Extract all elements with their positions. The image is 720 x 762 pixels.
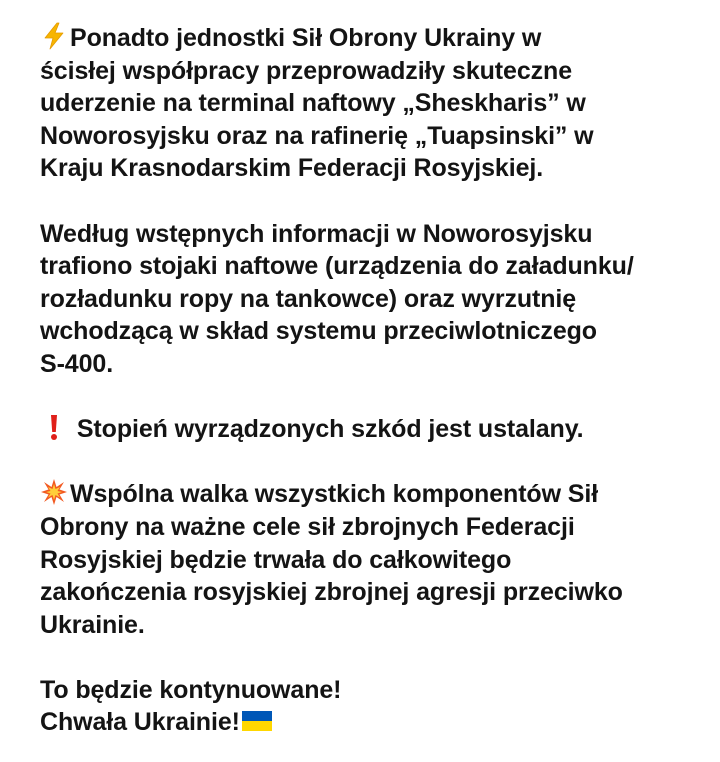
text-line: trafiono stojaki naftowe (urządzenia do załadunku/	[40, 252, 634, 281]
text-line: Ponadto jednostki Sił Obrony Ukrainy w	[40, 22, 700, 55]
paragraph-statement	[40, 478, 700, 641]
text-line: uderzenie na terminal naftowy „Sheskharis” w	[40, 89, 586, 118]
high-voltage-icon	[40, 22, 68, 50]
text-line: Obrony na ważne cele sił zbrojnych Federacji	[40, 512, 575, 541]
text-line: Chwała Ukrainie!	[40, 706, 700, 739]
collision-icon	[40, 478, 68, 506]
text-line: ścisłej współpracy przeprowadziły skuteczne	[40, 56, 573, 85]
paragraph-damage-assessment	[40, 413, 700, 446]
text-line: rozładunku ropy na tankowce) oraz wyrzutnię	[40, 284, 577, 313]
text-line: Wspólna walka wszystkich komponentów Sił	[40, 478, 700, 511]
paragraph-details	[40, 218, 700, 381]
text-line: Według wstępnych informacji w Noworosyjsku	[40, 219, 593, 248]
text-line: Ukrainie.	[40, 610, 145, 639]
text-line: wchodzącą w skład systemu przeciwlotniczego	[40, 317, 597, 346]
message-text	[40, 22, 700, 739]
text-line: Rosyjskiej będzie trwała do całkowitego	[40, 545, 512, 574]
text-line: To będzie kontynuowane!	[40, 675, 342, 704]
paragraph-strike-report	[40, 22, 700, 185]
text-line: Noworosyjsku oraz na rafinerię „Tuapsinski” w	[40, 121, 594, 150]
exclamation-mark-icon	[40, 413, 68, 441]
text-line: Stopień wyrządzonych szkód jest ustalany.	[40, 413, 700, 446]
text-line: Kraju Krasnodarskim Federacji Rosyjskiej.	[40, 154, 544, 183]
text-line: zakończenia rosyjskiej zbrojnej agresji przeciwko	[40, 578, 623, 607]
ukraine-flag-icon	[241, 709, 273, 733]
text-line: S-400.	[40, 349, 114, 378]
paragraph-closing	[40, 674, 700, 739]
